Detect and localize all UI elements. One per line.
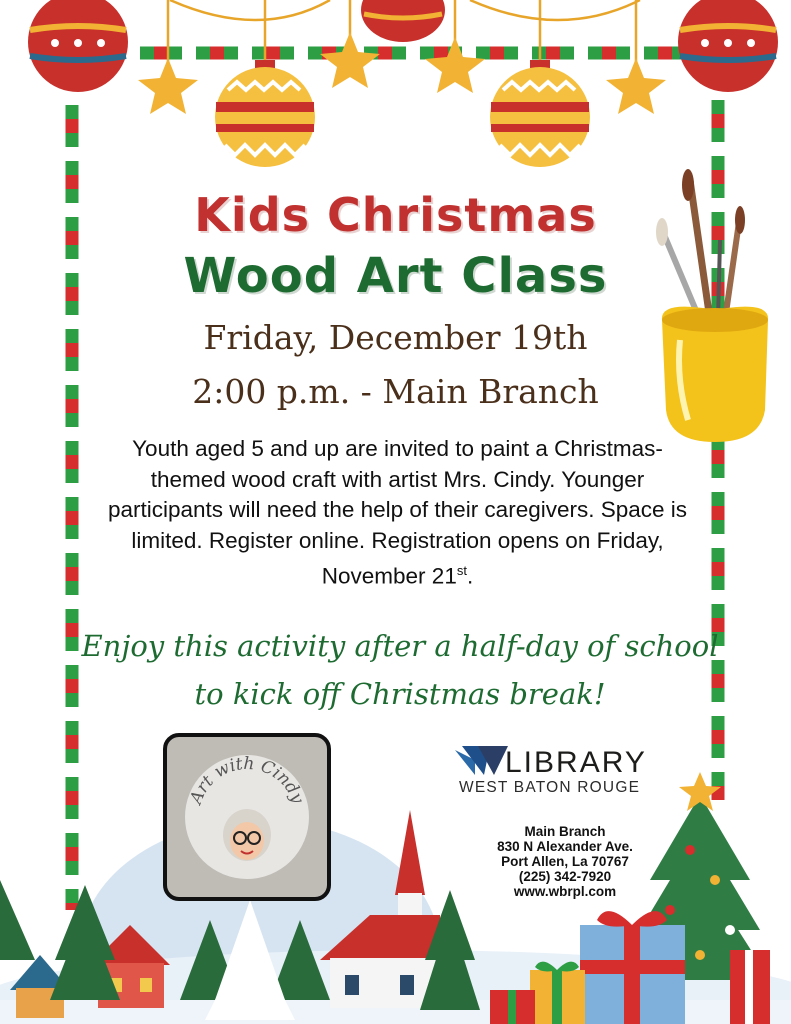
cindy-avatar-icon: [167, 737, 327, 897]
branch-name: Main Branch: [524, 824, 606, 839]
description-text: Youth aged 5 and up are invited to paint a Christmas-themed wood craft with artist Mrs. Cindy. Younger participants will need the help of their caregivers. Space is limited. Register online. Registration opens on Friday, November 21: [107, 436, 688, 589]
gift-icon: [490, 990, 535, 1024]
library-logo-icon: [455, 746, 508, 775]
event-description: [100, 434, 695, 592]
gift-icon: [530, 962, 585, 1024]
event-date: Friday, December 19th: [203, 318, 588, 357]
title-line-1: Kids Christmas: [194, 188, 597, 242]
library-name: LIBRARY: [505, 746, 647, 779]
tagline: Enjoy this activity after a half-day of school to kick off Christmas break!: [81, 629, 719, 711]
phone-number: (225) 342-7920: [518, 869, 612, 884]
ornament-icon: [678, 0, 778, 92]
ornament-icon: [490, 60, 590, 167]
library-address: [470, 824, 660, 899]
ornament-icon: [28, 0, 128, 92]
library-subtitle: WEST BATON ROUGE: [459, 779, 641, 796]
description-superscript: st: [456, 563, 467, 578]
gift-icon: [730, 950, 770, 1024]
website-link[interactable]: www.wbrpl.com: [513, 884, 617, 899]
city-address: Port Allen, La 70767: [501, 854, 629, 869]
description-end: .: [466, 563, 474, 589]
event-time-place: 2:00 p.m. - Main Branch: [192, 372, 599, 411]
title-line-2: Wood Art Class: [183, 248, 608, 304]
art-with-cindy-badge: [163, 733, 331, 901]
ornament-icon: [215, 60, 315, 167]
gift-icon: [580, 911, 685, 1024]
badge-text: Art with Cindy: [186, 753, 308, 807]
street-address: 830 N Alexander Ave.: [497, 839, 633, 854]
ornament-icon: [361, 0, 445, 42]
